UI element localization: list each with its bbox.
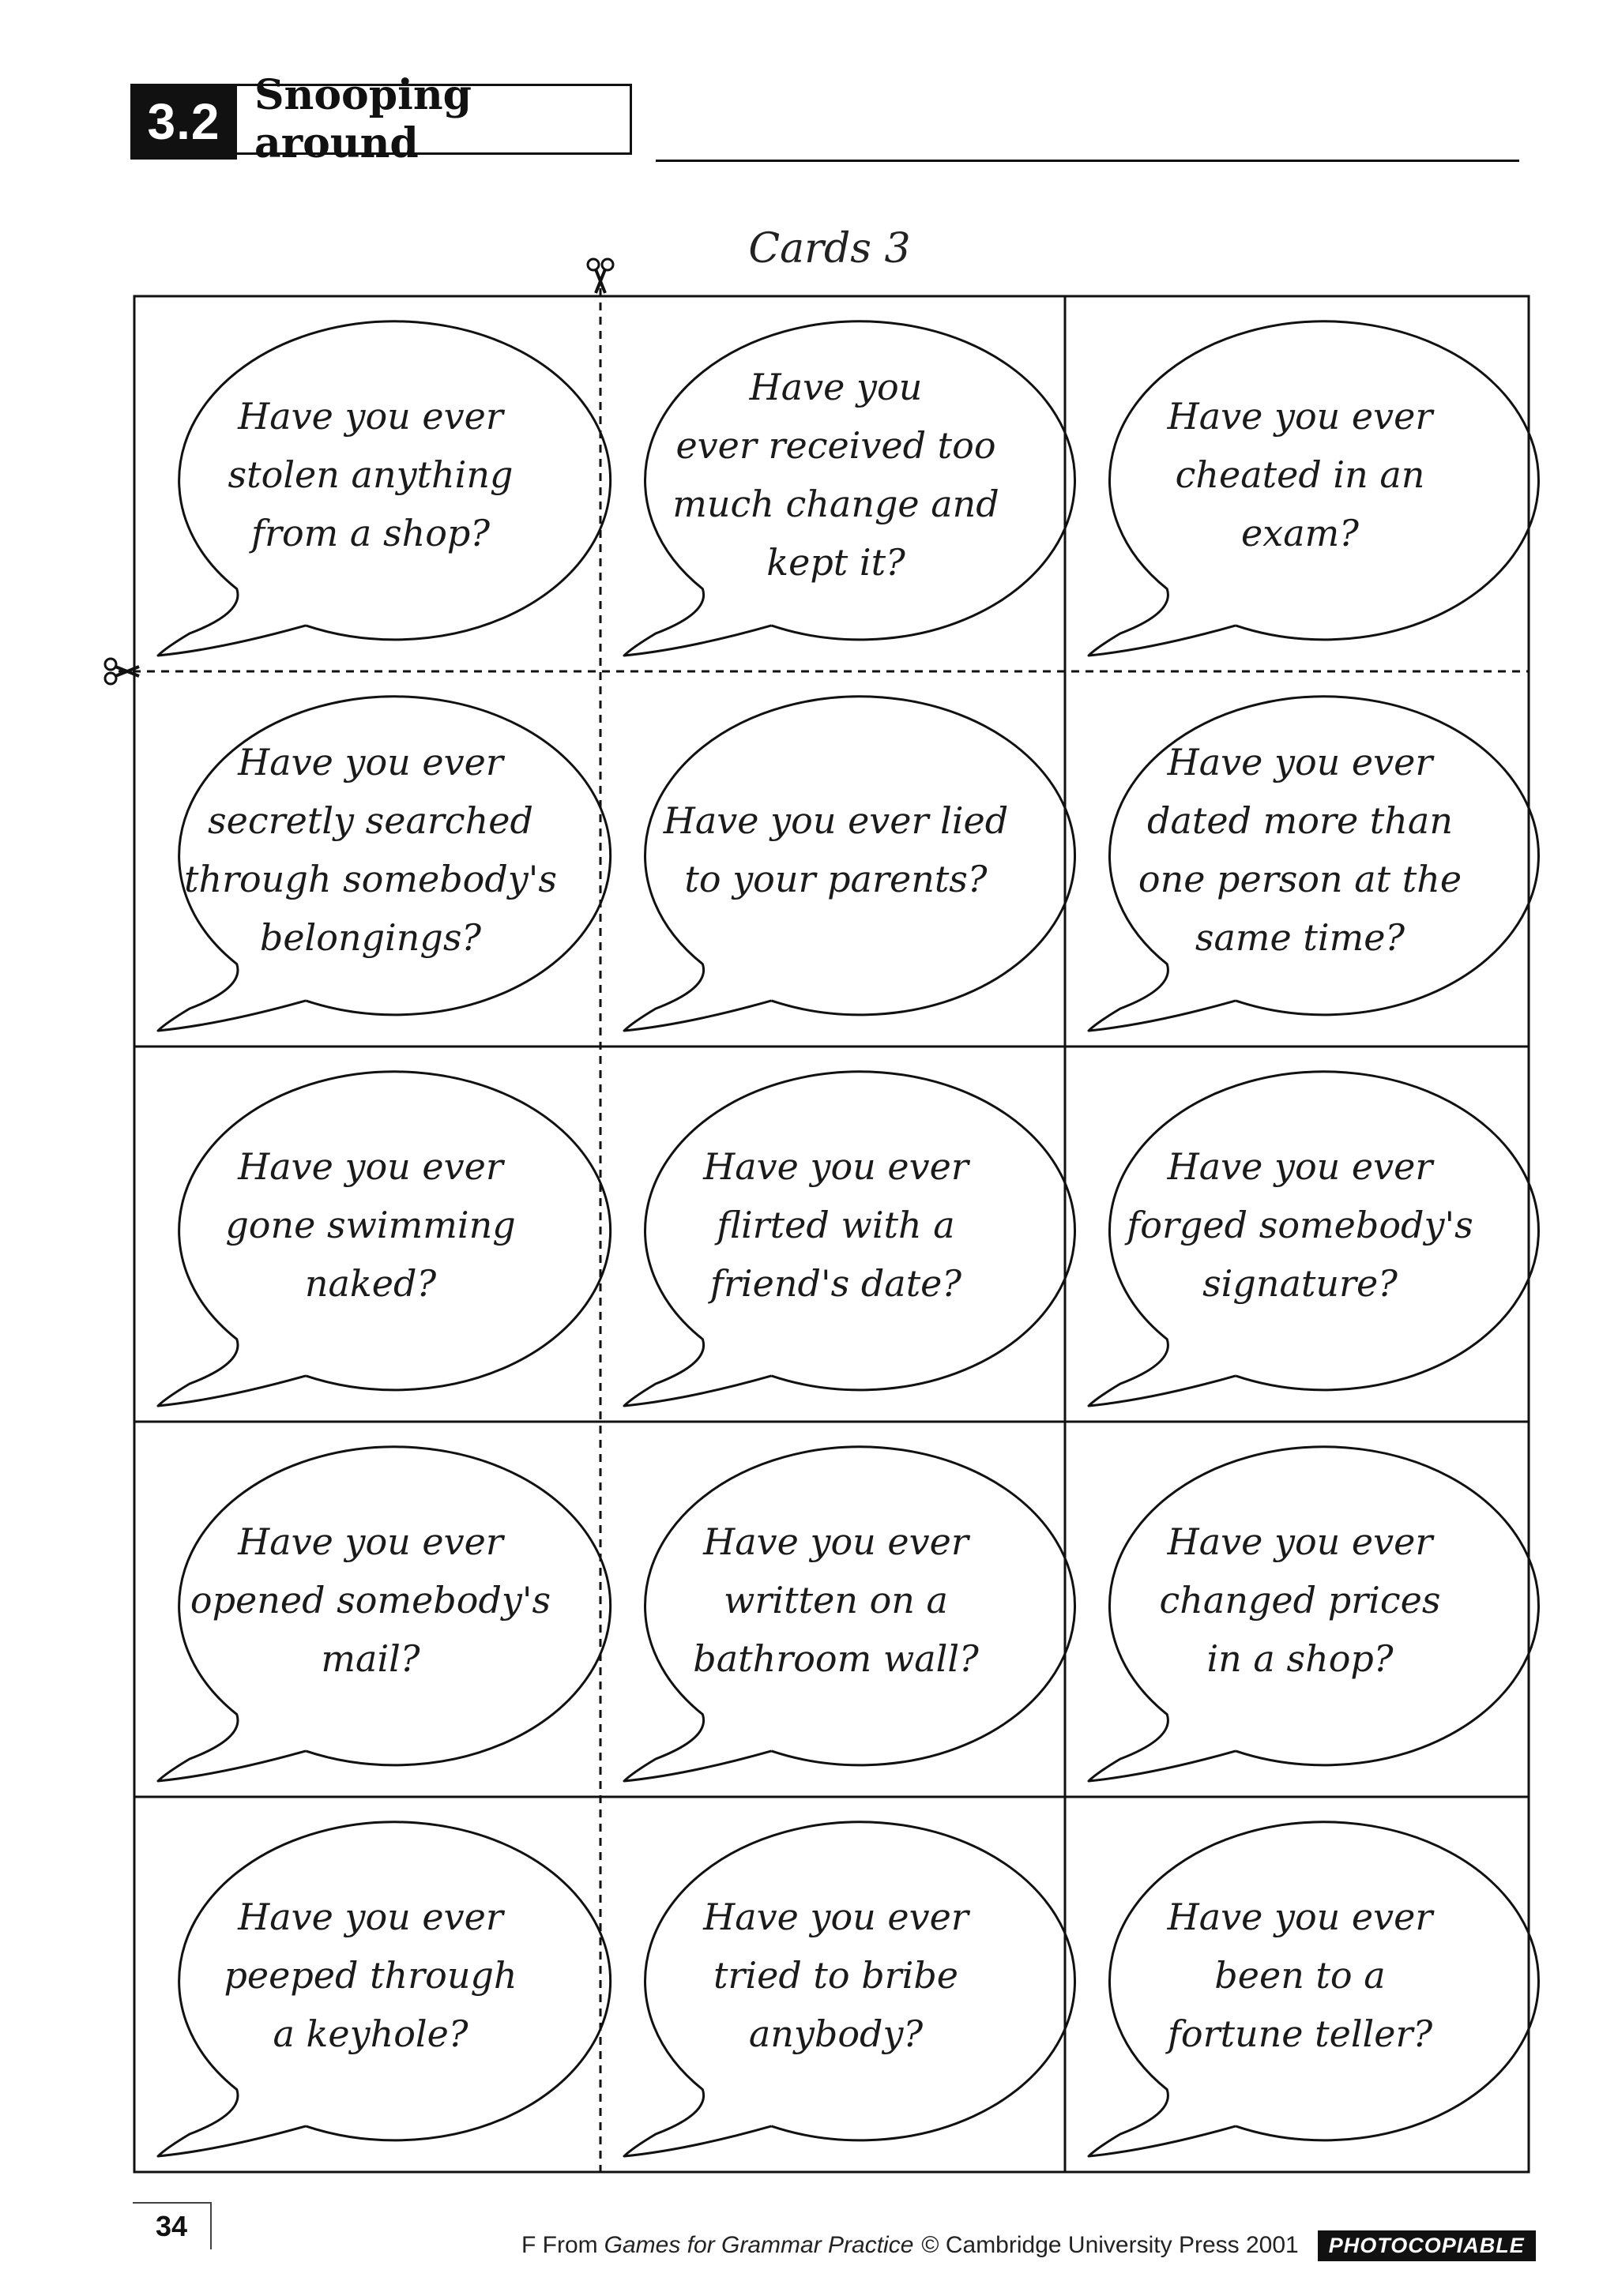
card-question: Have you ever written on a bathroom wall?	[693, 1520, 979, 1680]
section-title: Snooping around	[237, 84, 632, 155]
card-question: Have you ever been to a fortune teller?	[1167, 1895, 1433, 2055]
footer-book-title: Games for Grammar Practice	[604, 2232, 914, 2258]
page-number: 34	[133, 2202, 212, 2249]
card-question: Have you ever cheated in an exam?	[1167, 394, 1433, 554]
card-question: Have you ever received too much change and kept it?	[672, 365, 999, 584]
card-question: Have you ever changed prices in a shop?	[1159, 1520, 1441, 1680]
card-question: Have you ever opened somebody's mail?	[190, 1520, 551, 1680]
card-question: Have you ever forged somebody's signature?	[1127, 1144, 1473, 1305]
card-question: Have you ever lied to your parents?	[663, 799, 1009, 900]
footer-publisher: © Cambridge University Press 2001	[921, 2232, 1299, 2258]
footer-credit	[521, 2226, 1536, 2265]
photocopiable-badge: PHOTOCOPIABLE	[1318, 2230, 1536, 2261]
card-question: Have you ever tried to bribe anybody?	[703, 1895, 969, 2055]
card-question: Have you ever secretly searched through somebody's belongings?	[183, 740, 558, 959]
section-number: 3.2	[130, 84, 237, 160]
footer-prefix: F From	[521, 2232, 598, 2258]
scissors-icon	[588, 259, 613, 293]
card-question: Have you ever gone swimming naked?	[225, 1144, 516, 1305]
card-question: Have you ever peeped through a keyhole?	[224, 1895, 517, 2055]
card-question: Have you ever stolen anything from a shop?	[228, 394, 514, 554]
card-question: Have you ever dated more than one person at the same time?	[1138, 740, 1462, 959]
card-question: Have you ever flirted with a friend's date?	[703, 1144, 969, 1305]
cards-label: Cards 3	[748, 225, 911, 272]
